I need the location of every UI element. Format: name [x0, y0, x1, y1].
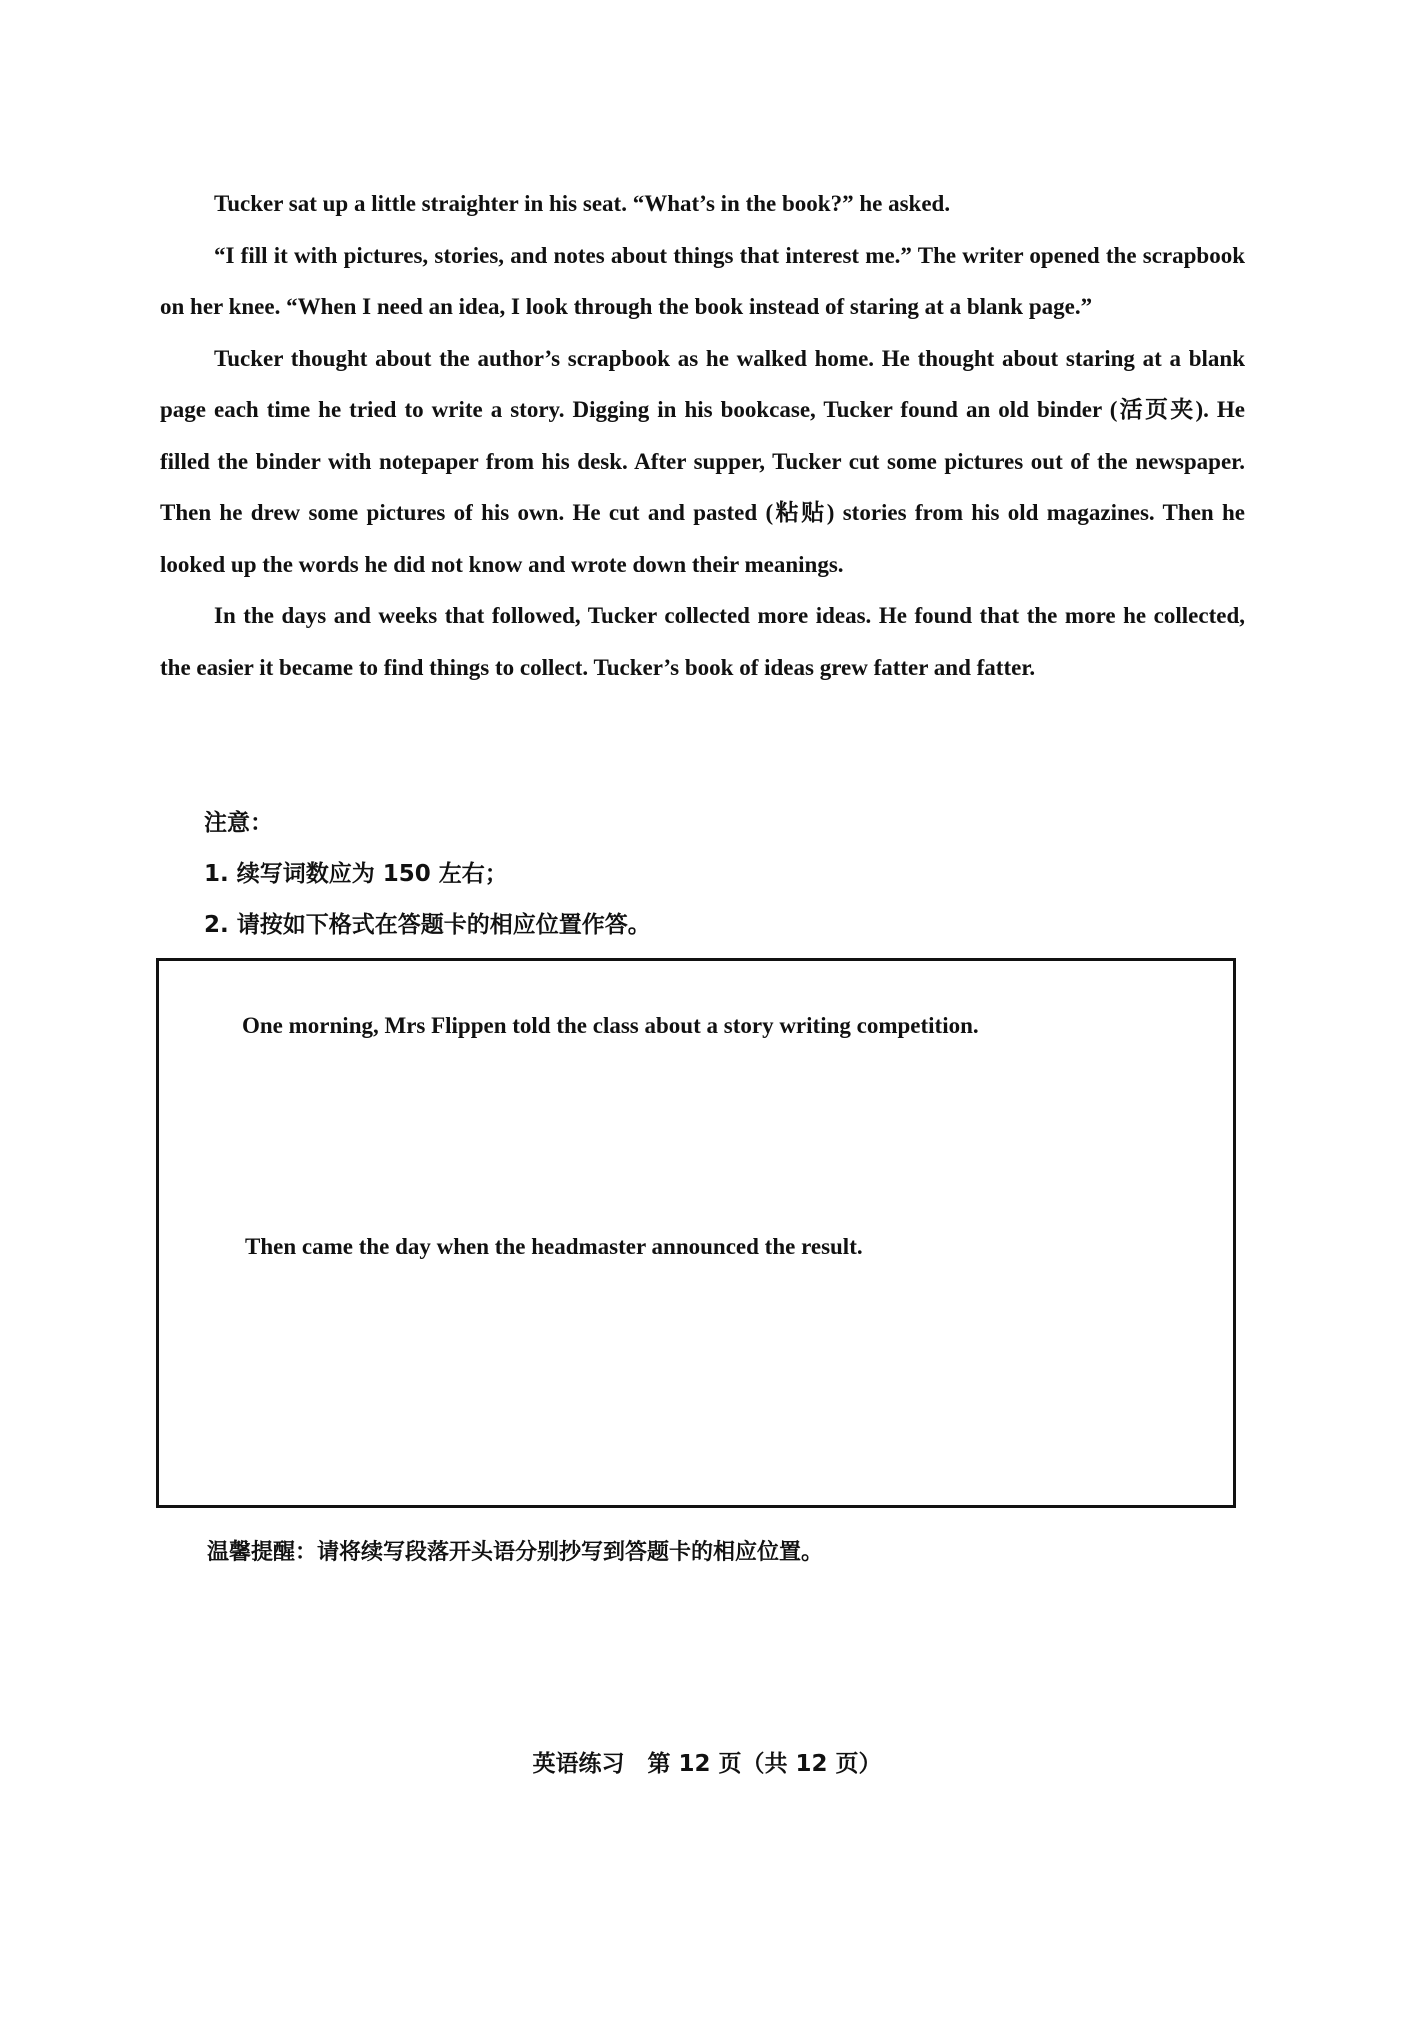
reading-passage: [160, 178, 1245, 693]
instructions: [204, 798, 651, 951]
reminder-note: 温馨提醒：请将续写段落开头语分别抄写到答题卡的相应位置。: [207, 1540, 824, 1565]
paragraph-starter-2: Then came the day when the headmaster announced the result.: [245, 1234, 863, 1259]
answer-box: [156, 958, 1236, 1508]
paragraph-starter-1: One morning, Mrs Flippen told the class about a story writing competition.: [242, 1013, 979, 1038]
instruction-item: 2. 请按如下格式在答题卡的相应位置作答。: [204, 912, 651, 938]
instruction-item: 1. 续写词数应为 150 左右；: [204, 861, 508, 887]
passage-paragraph: Tucker thought about the author’s scrapbook as he walked home. He thought about staring at a blank page each time he tried to write a story. Digging in his bookcase, Tucker found an old binder (活页夹). He filled the binder with notepaper from his desk. After supper, Tucker cut some pictures out of the newspaper. Then he drew some pictures of his own. He cut and pasted (粘贴) stories from his old magazines. Then he looked up the words he did not know and wrote down their meanings.: [160, 345, 1245, 577]
passage-paragraph: Tucker sat up a little straighter in his seat. “What’s in the book?” he asked.: [214, 191, 951, 216]
passage-paragraph: “I fill it with pictures, stories, and notes about things that interest me.” The writer opened the scrapbook on her knee. “When I need an idea, I look through the book instead of staring at a blank page.”: [160, 242, 1245, 319]
passage-paragraph: In the days and weeks that followed, Tucker collected more ideas. He found that the more he collected, the easier it became to find things to collect. Tucker’s book of ideas grew fatter and fatter.: [160, 603, 1245, 680]
instructions-heading: 注意：: [204, 810, 273, 836]
page-footer: 英语练习 第 12 页（共 12 页）: [532, 1751, 882, 1777]
